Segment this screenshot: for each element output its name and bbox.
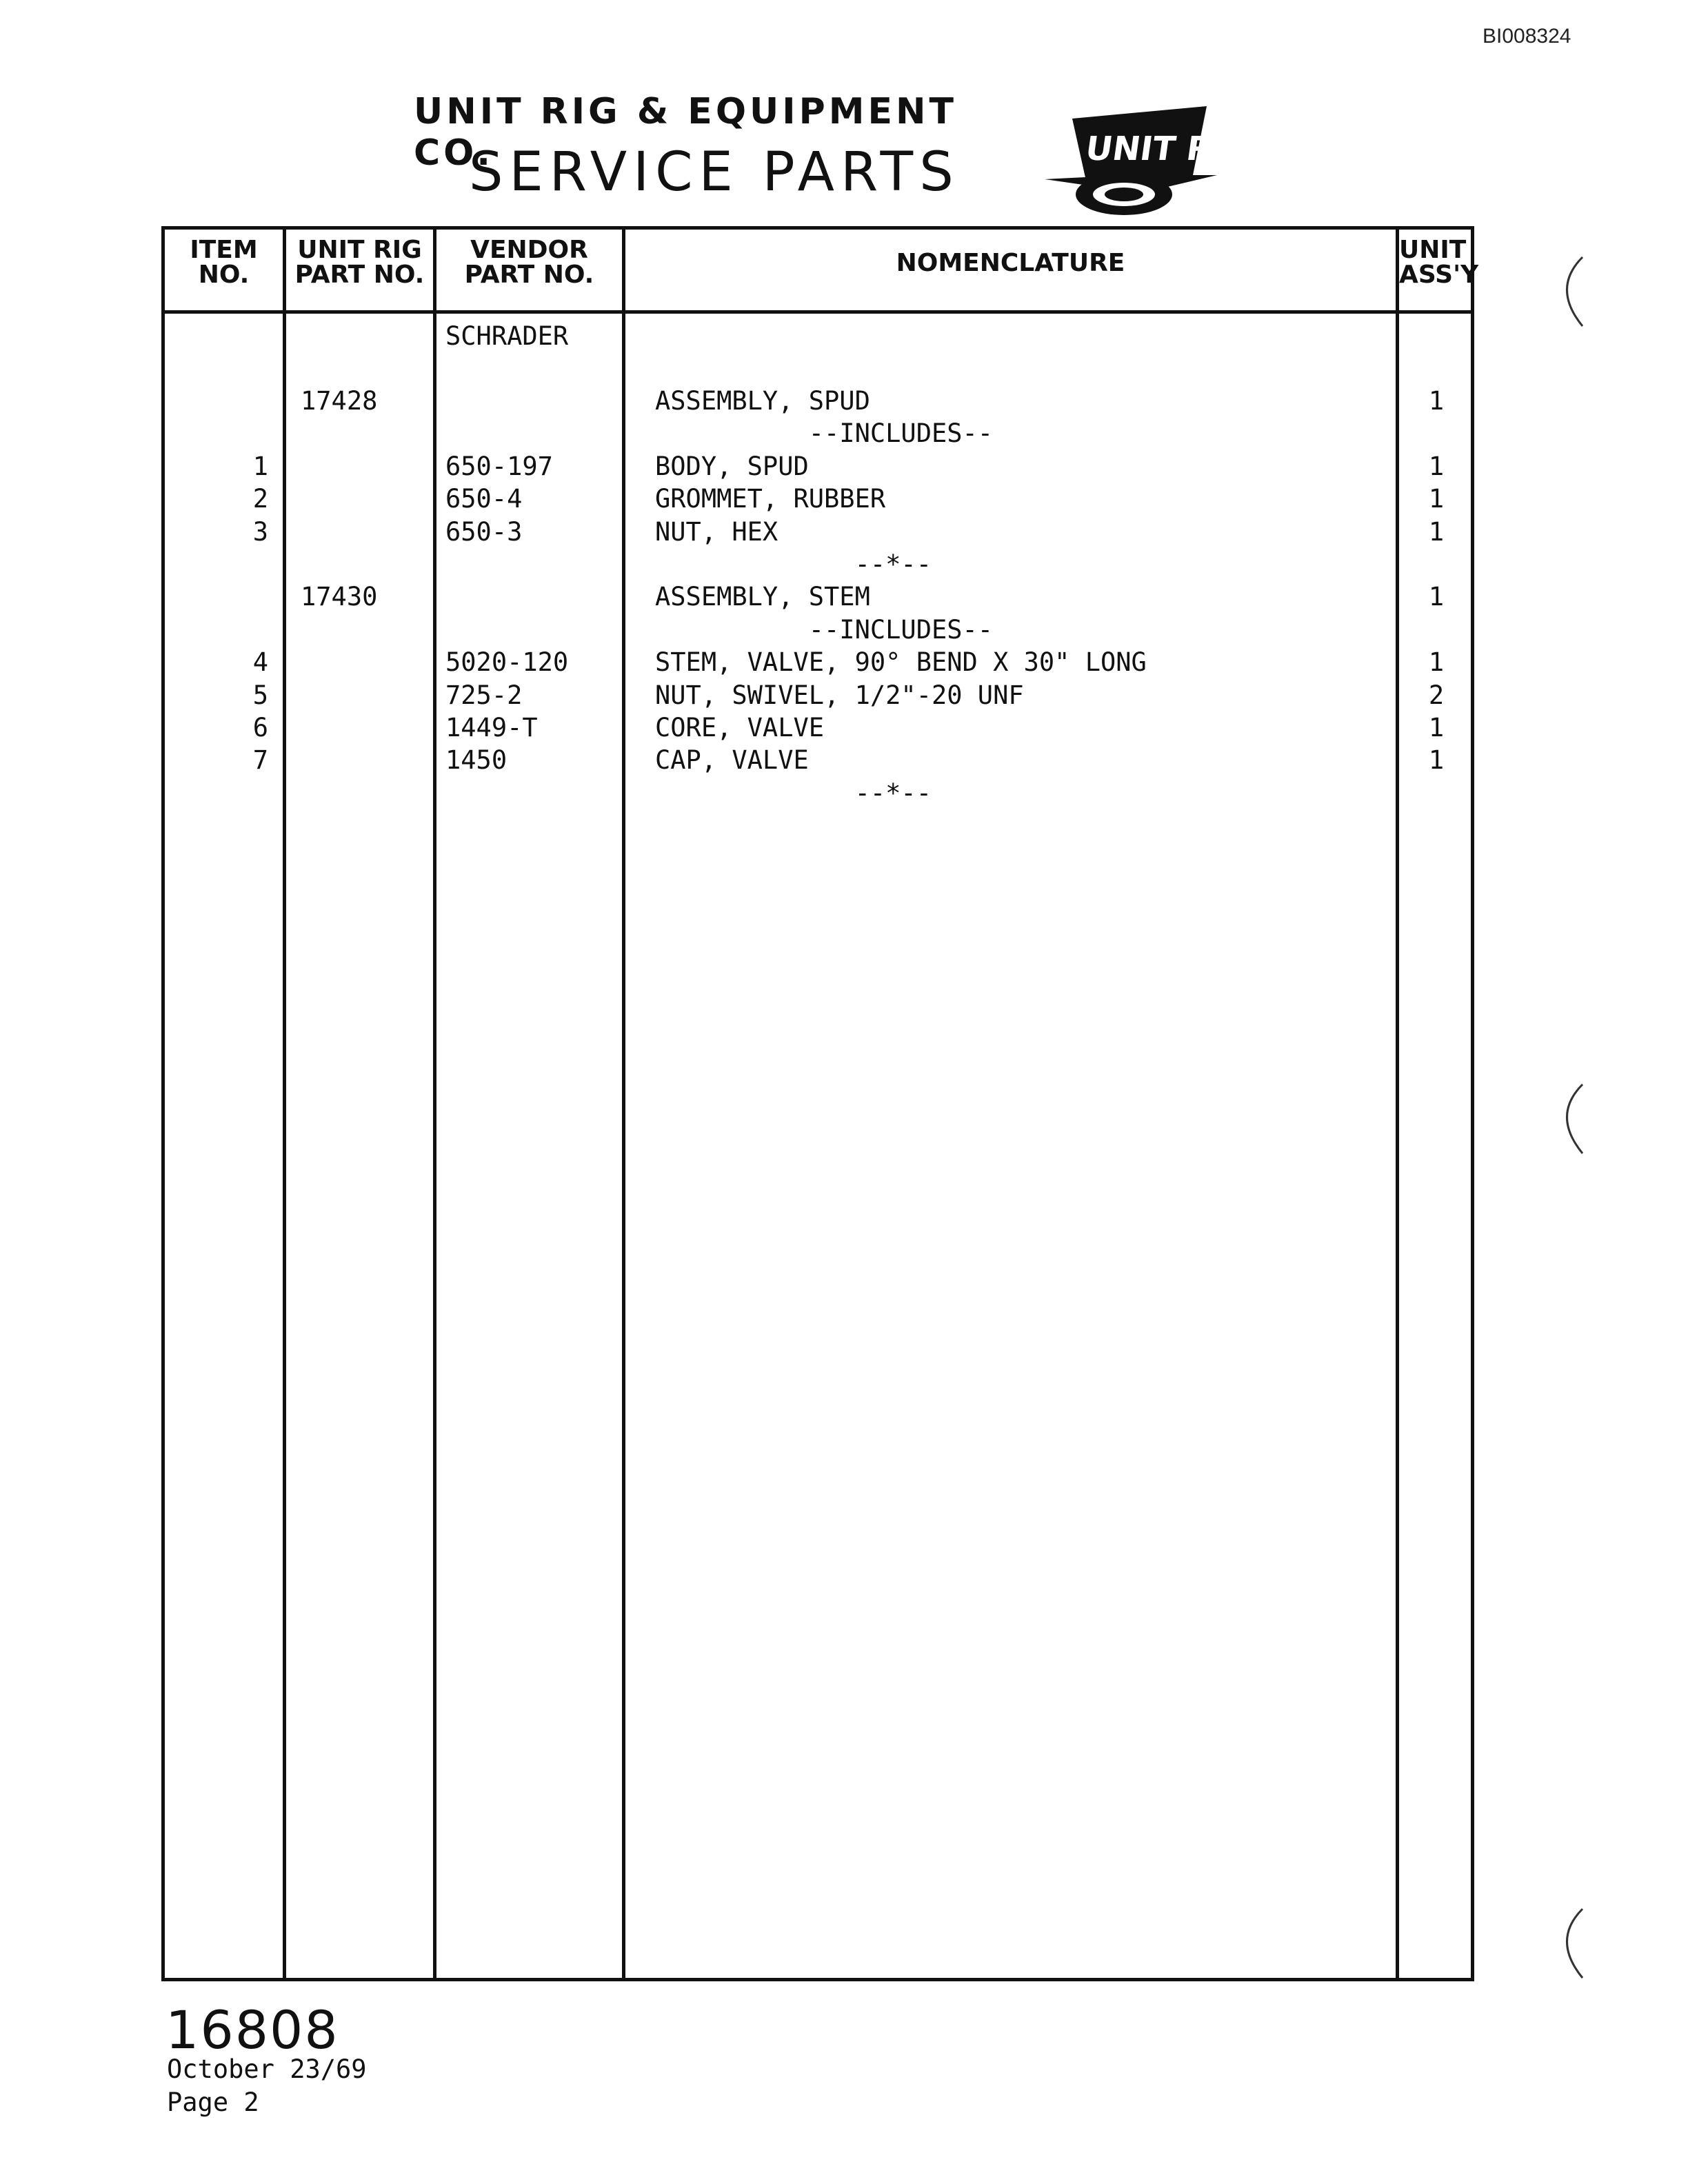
cell-vendor-part-no: 1450 [445, 745, 508, 775]
document-id: BI008324 [1483, 25, 1571, 48]
cell-vendor-part-no: 725-2 [445, 680, 523, 710]
cell-nomenclature: ASSEMBLY, STEM [655, 582, 870, 611]
vendor-name: SCHRADER [445, 321, 569, 351]
cell-unit-assy-qty: 1 [1428, 386, 1445, 416]
cell-nomenclature: --*-- [655, 778, 932, 808]
cell-item-no: 7 [252, 745, 268, 775]
cell-nomenclature: CAP, VALVE [655, 745, 809, 775]
unit-rig-logo [1045, 98, 1255, 219]
cell-unit-assy-qty: 1 [1428, 745, 1445, 775]
binder-hole-mark [1548, 1905, 1589, 1981]
cell-unit-assy-qty: 1 [1428, 647, 1445, 677]
cell-nomenclature: NUT, HEX [655, 517, 778, 547]
cell-vendor-part-no: 650-4 [445, 484, 523, 514]
cell-nomenclature: STEM, VALVE, 90° BEND X 30" LONG [655, 647, 1147, 677]
column-divider [433, 226, 436, 1981]
cell-nomenclature: GROMMET, RUBBER [655, 484, 886, 514]
cell-item-no: 1 [252, 452, 268, 481]
column-divider [283, 226, 286, 1981]
cell-nomenclature: --INCLUDES-- [655, 615, 994, 645]
header-vendor-part-no: VENDOR PART NO. [464, 236, 594, 289]
cell-item-no: 5 [252, 680, 268, 710]
cell-nomenclature: NUT, SWIVEL, 1/2"-20 UNF [655, 680, 1024, 710]
document-number: 16808 [165, 1999, 339, 2061]
header-unit-rig-part-no: UNIT RIG PART NO. [294, 236, 425, 289]
header-nomenclature: NOMENCLATURE [896, 249, 1125, 277]
cell-vendor-part-no: 650-3 [445, 517, 523, 547]
cell-item-no: 6 [252, 713, 268, 742]
header-divider [161, 310, 1474, 314]
cell-item-no: 4 [252, 647, 268, 677]
cell-nomenclature: BODY, SPUD [655, 452, 809, 481]
cell-unit-assy-qty: 1 [1428, 484, 1445, 514]
cell-nomenclature: ASSEMBLY, SPUD [655, 386, 870, 416]
cell-vendor-part-no: 5020-120 [445, 647, 569, 677]
page-title: SERVICE PARTS [469, 141, 960, 203]
svg-text:UNIT RIG: UNIT RIG [1083, 130, 1255, 168]
cell-unit-assy-qty: 1 [1428, 517, 1445, 547]
cell-unit-assy-qty: 1 [1428, 452, 1445, 481]
document-date: October 23/69 [167, 2054, 367, 2084]
page-number: Page 2 [167, 2087, 259, 2117]
cell-vendor-part-no: 1449-T [445, 713, 538, 742]
binder-hole-mark [1548, 254, 1589, 330]
company-name: UNIT RIG & EQUIPMENT CO. [414, 91, 957, 174]
cell-unit-assy-qty: 1 [1428, 582, 1445, 611]
binder-hole-mark [1548, 1081, 1589, 1157]
cell-nomenclature: --*-- [655, 549, 932, 579]
cell-vendor-part-no: 650-197 [445, 452, 553, 481]
cell-unit-assy-qty: 2 [1428, 680, 1445, 710]
header-item-no: ITEM NO. [190, 236, 258, 289]
header-unit-assy: UNIT ASS'Y [1399, 236, 1479, 289]
cell-nomenclature: --INCLUDES-- [655, 418, 994, 448]
cell-unit-assy-qty: 1 [1428, 713, 1445, 742]
column-divider [622, 226, 625, 1981]
cell-unit-rig-part-no: 17430 [301, 582, 378, 611]
cell-item-no: 3 [252, 517, 268, 547]
cell-nomenclature: CORE, VALVE [655, 713, 825, 742]
cell-item-no: 2 [252, 484, 268, 514]
cell-unit-rig-part-no: 17428 [301, 386, 378, 416]
